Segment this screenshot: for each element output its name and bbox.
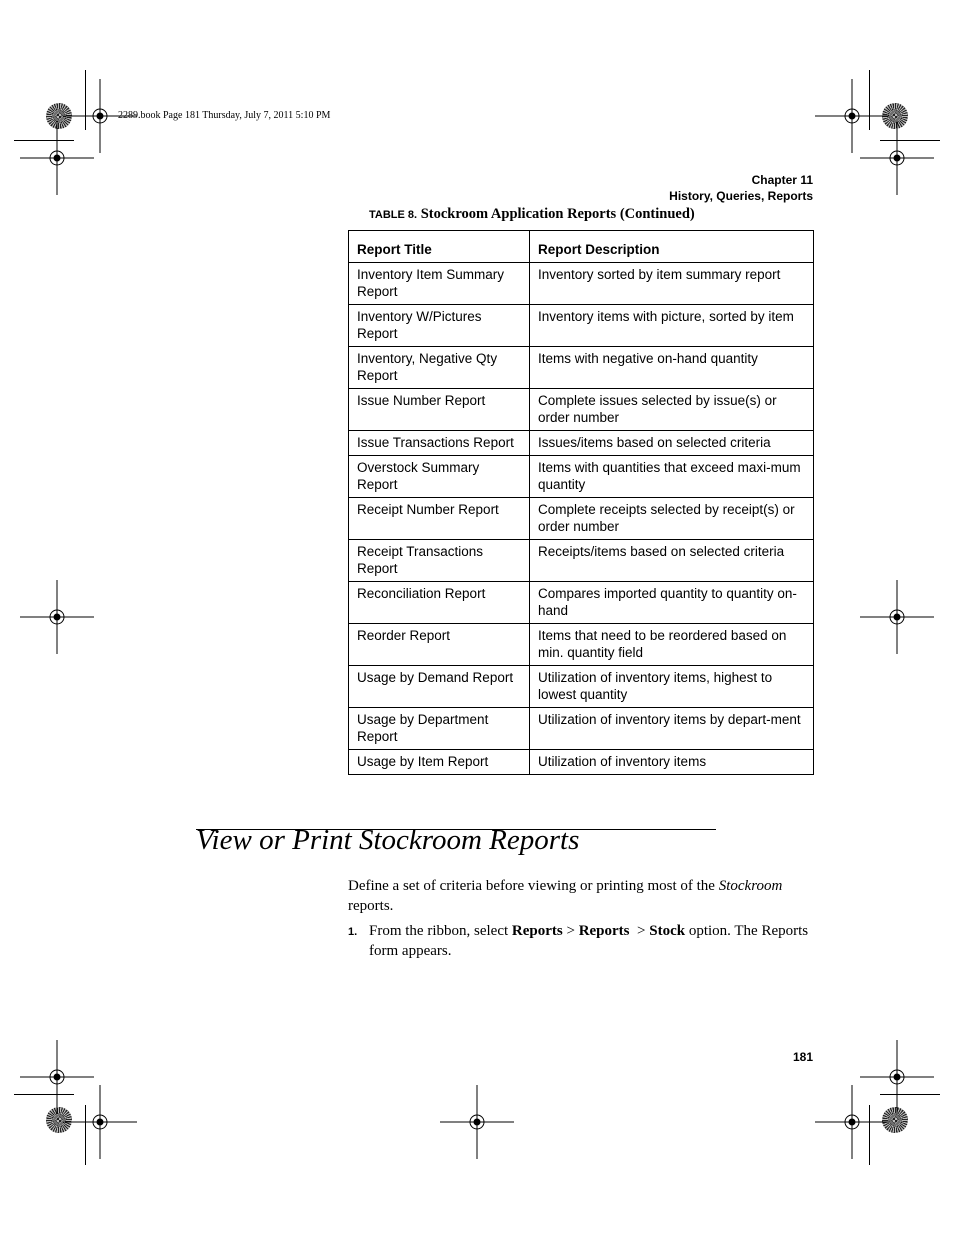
registration-mark-center bbox=[54, 614, 60, 620]
registration-mark-icon bbox=[470, 1115, 484, 1129]
table-row bbox=[349, 624, 814, 666]
report-description-cell: Utilization of inventory items by depart-ment bbox=[530, 708, 814, 750]
step-text-part: option. The Reports form appears. bbox=[369, 923, 809, 959]
intro-text: Define a set of criteria before viewing or printing most of the bbox=[348, 878, 719, 894]
step-number: 1. bbox=[348, 926, 358, 938]
report-title-cell: Inventory, Negative Qty Report bbox=[349, 347, 530, 389]
report-description-cell: Items that need to be reordered based on min. quantity field bbox=[530, 624, 814, 666]
crop-mark bbox=[14, 1094, 74, 1095]
report-title-cell: Reorder Report bbox=[349, 624, 530, 666]
table-caption bbox=[369, 206, 695, 223]
column-header: Report Title bbox=[349, 231, 530, 263]
crop-mark bbox=[869, 1105, 870, 1165]
crop-mark bbox=[880, 1094, 940, 1095]
table-row bbox=[349, 498, 814, 540]
registration-mark-icon bbox=[890, 151, 904, 165]
table-row bbox=[349, 540, 814, 582]
step-text-part: > bbox=[562, 923, 579, 939]
report-title-cell: Issue Number Report bbox=[349, 389, 530, 431]
registration-mark-icon bbox=[50, 1070, 64, 1084]
crop-mark bbox=[880, 140, 940, 141]
registration-ball-icon bbox=[882, 103, 908, 129]
table-row bbox=[349, 305, 814, 347]
table-row bbox=[349, 666, 814, 708]
crop-mark bbox=[85, 70, 86, 130]
column-header: Report Description bbox=[530, 231, 814, 263]
table-caption-title: Stockroom Application Reports (Continued) bbox=[420, 206, 695, 222]
table-row bbox=[349, 456, 814, 498]
registration-ball-icon bbox=[882, 1107, 908, 1133]
step-bold: Reports bbox=[578, 923, 630, 939]
registration-mark-icon bbox=[93, 1115, 107, 1129]
report-description-cell: Complete receipts selected by receipt(s) or order number bbox=[530, 498, 814, 540]
report-title-cell: Usage by Item Report bbox=[349, 750, 530, 775]
section-heading: View or Print Stockroom Reports bbox=[196, 824, 580, 856]
registration-mark-icon bbox=[50, 151, 64, 165]
step-bold: Stock bbox=[649, 923, 686, 939]
running-header bbox=[669, 172, 813, 204]
registration-mark-icon bbox=[890, 1070, 904, 1084]
report-description-cell: Inventory items with picture, sorted by item bbox=[530, 305, 814, 347]
table-row bbox=[349, 708, 814, 750]
registration-mark-center bbox=[97, 1119, 103, 1125]
registration-ball-icon bbox=[46, 103, 72, 129]
section-label: History, Queries, Reports bbox=[669, 189, 813, 203]
table-row bbox=[349, 582, 814, 624]
chapter-label: Chapter 11 bbox=[751, 173, 813, 187]
table-caption-label: TABLE 8. bbox=[369, 209, 418, 221]
report-title-cell: Inventory Item Summary Report bbox=[349, 263, 530, 305]
crop-mark bbox=[14, 140, 74, 141]
crop-mark bbox=[869, 70, 870, 130]
registration-ball-icon bbox=[46, 1107, 72, 1133]
registration-mark-icon bbox=[890, 610, 904, 624]
slug-line: 2289.book Page 181 Thursday, July 7, 2011 5:10 PM bbox=[118, 110, 331, 121]
step-text-part: From the ribbon, select bbox=[369, 923, 512, 939]
intro-emphasis: Stockroom bbox=[718, 878, 783, 894]
report-description-cell: Inventory sorted by item summary report bbox=[530, 263, 814, 305]
registration-mark-center bbox=[894, 155, 900, 161]
step-item bbox=[348, 922, 818, 961]
registration-mark-center bbox=[894, 1074, 900, 1080]
report-title-cell: Usage by Department Report bbox=[349, 708, 530, 750]
report-description-cell: Issues/items based on selected criteria bbox=[530, 431, 814, 456]
intro-text: reports. bbox=[348, 897, 394, 914]
reports-table bbox=[348, 230, 814, 775]
table-row bbox=[349, 263, 814, 305]
report-description-cell: Utilization of inventory items, highest to lowest quantity bbox=[530, 666, 814, 708]
table-row bbox=[349, 750, 814, 775]
report-title-cell: Usage by Demand Report bbox=[349, 666, 530, 708]
report-title-cell: Inventory W/Pictures Report bbox=[349, 305, 530, 347]
report-title-cell: Overstock Summary Report bbox=[349, 456, 530, 498]
registration-mark-icon bbox=[50, 610, 64, 624]
report-title-cell: Receipt Number Report bbox=[349, 498, 530, 540]
report-title-cell: Receipt Transactions Report bbox=[349, 540, 530, 582]
registration-mark-center bbox=[894, 614, 900, 620]
report-title-cell: Reconciliation Report bbox=[349, 582, 530, 624]
report-description-cell: Items with quantities that exceed maxi-mum quantity bbox=[530, 456, 814, 498]
registration-mark-icon bbox=[93, 109, 107, 123]
table-row bbox=[349, 389, 814, 431]
step-text-part: > bbox=[629, 923, 650, 939]
registration-mark-center bbox=[97, 113, 103, 119]
report-description-cell: Compares imported quantity to quantity on-hand bbox=[530, 582, 814, 624]
registration-mark-icon bbox=[845, 109, 859, 123]
registration-mark-center bbox=[849, 1119, 855, 1125]
table-header-row bbox=[349, 231, 814, 263]
report-description-cell: Items with negative on-hand quantity bbox=[530, 347, 814, 389]
step-text bbox=[369, 922, 818, 961]
table-row bbox=[349, 431, 814, 456]
report-description-cell: Utilization of inventory items bbox=[530, 750, 814, 775]
registration-mark-icon bbox=[845, 1115, 859, 1129]
table-row bbox=[349, 347, 814, 389]
crop-mark bbox=[85, 1105, 86, 1165]
registration-mark-center bbox=[474, 1119, 480, 1125]
report-title-cell: Issue Transactions Report bbox=[349, 431, 530, 456]
step-bold: Reports bbox=[511, 923, 563, 939]
report-description-cell: Receipts/items based on selected criteria bbox=[530, 540, 814, 582]
registration-mark-center bbox=[849, 113, 855, 119]
page-number: 181 bbox=[792, 1050, 813, 1064]
registration-mark-center bbox=[54, 155, 60, 161]
registration-mark-center bbox=[54, 1074, 60, 1080]
report-description-cell: Complete issues selected by issue(s) or order number bbox=[530, 389, 814, 431]
intro-paragraph bbox=[348, 877, 818, 916]
